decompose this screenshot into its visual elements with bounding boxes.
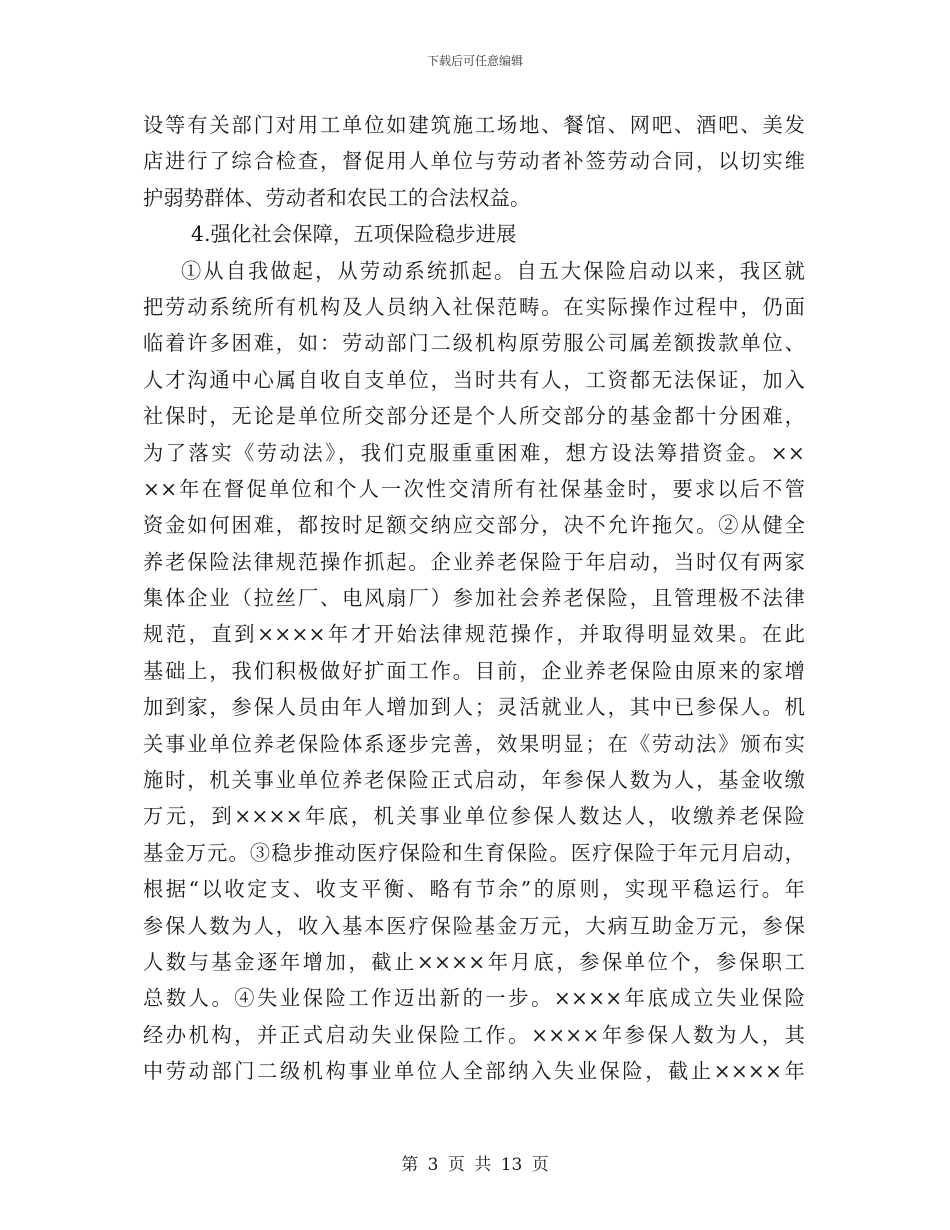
body-line: 临着许多困难，如：劳动部门二级机构原劳服公司属差额拨款单位、 (143, 331, 805, 356)
body-line: 参保人数为人，收入基本医疗保险基金万元，大病互助金万元，参保 (143, 913, 805, 938)
body-line: 基础上，我们积极做好扩面工作。目前，企业养老保险由原来的家增 (143, 658, 805, 683)
body-line: 关事业单位养老保险体系逐步完善，效果明显；在《劳动法》颁布实 (143, 731, 805, 756)
body-line: 人数与基金逐年增加，截止××××年月底，参保单位个，参保职工 (143, 949, 805, 974)
body-line: 设等有关部门对用工单位如建筑施工场地、餐馆、网吧、酒吧、美发 (143, 113, 805, 137)
body-line: 根据“以收定支、收支平衡、略有节余”的原则，实现平稳运行。年 (143, 877, 805, 902)
section-heading: 4.强化社会保障，五项保险稳步进展 (191, 222, 517, 247)
body-line: 养老保险法律规范操作抓起。企业养老保险于年启动，当时仅有两家 (143, 549, 805, 574)
body-line: 人才沟通中心属自收自支单位，当时共有人，工资都无法保证，加入 (143, 367, 805, 392)
body-line: 护弱势群体、劳动者和农民工的合法权益。 (143, 185, 531, 210)
body-line: 万元，到××××年底，机关事业单位参保人数达人，收缴养老保险 (143, 804, 805, 829)
body-line: 经办机构，并正式启动失业保险工作。××××年参保人数为人，其 (143, 1022, 805, 1047)
document-body (143, 107, 805, 1090)
body-line: 中劳动部门二级机构事业单位人全部纳入失业保险，截止××××年 (143, 1059, 805, 1084)
body-line: 集体企业（拉丝厂、电风扇厂）参加社会养老保险，且管理极不法律 (143, 586, 805, 611)
body-line: 施时，机关事业单位养老保险正式启动，年参保人数为人，基金收缴 (143, 768, 805, 793)
body-line: ①从自我做起，从劳动系统抓起。自五大保险启动以来，我区就 (181, 258, 805, 283)
body-line: 把劳动系统所有机构及人员纳入社保范畴。在实际操作过程中，仍面 (143, 294, 805, 319)
page-number-footer: 第 3 页 共 13 页 (401, 1155, 549, 1175)
body-line: 基金万元。③稳步推动医疗保险和生育保险。医疗保险于年元月启动， (143, 840, 805, 865)
body-line: 店进行了综合检查，督促用人单位与劳动者补签劳动合同，以切实维 (143, 149, 805, 174)
page-header-note: 下载后可任意编辑 (426, 54, 523, 68)
body-line: 资金如何困难，都按时足额交纳应交部分，决不允许拖欠。②从健全 (143, 513, 805, 538)
body-line: 社保时，无论是单位所交部分还是个人所交部分的基金都十分困难， (143, 404, 805, 429)
body-line: ××年在督促单位和个人一次性交清所有社保基金时，要求以后不管 (143, 476, 805, 501)
body-line: 规范，直到××××年才开始法律规范操作，并取得明显效果。在此 (143, 622, 805, 647)
body-line: 总数人。④失业保险工作迈出新的一步。××××年底成立失业保险 (143, 986, 805, 1011)
body-line: 为了落实《劳动法》，我们克服重重困难，想方设法筹措资金。×× (143, 440, 805, 465)
body-line: 加到家，参保人员由年人增加到人；灵活就业人，其中已参保人。机 (143, 695, 805, 720)
